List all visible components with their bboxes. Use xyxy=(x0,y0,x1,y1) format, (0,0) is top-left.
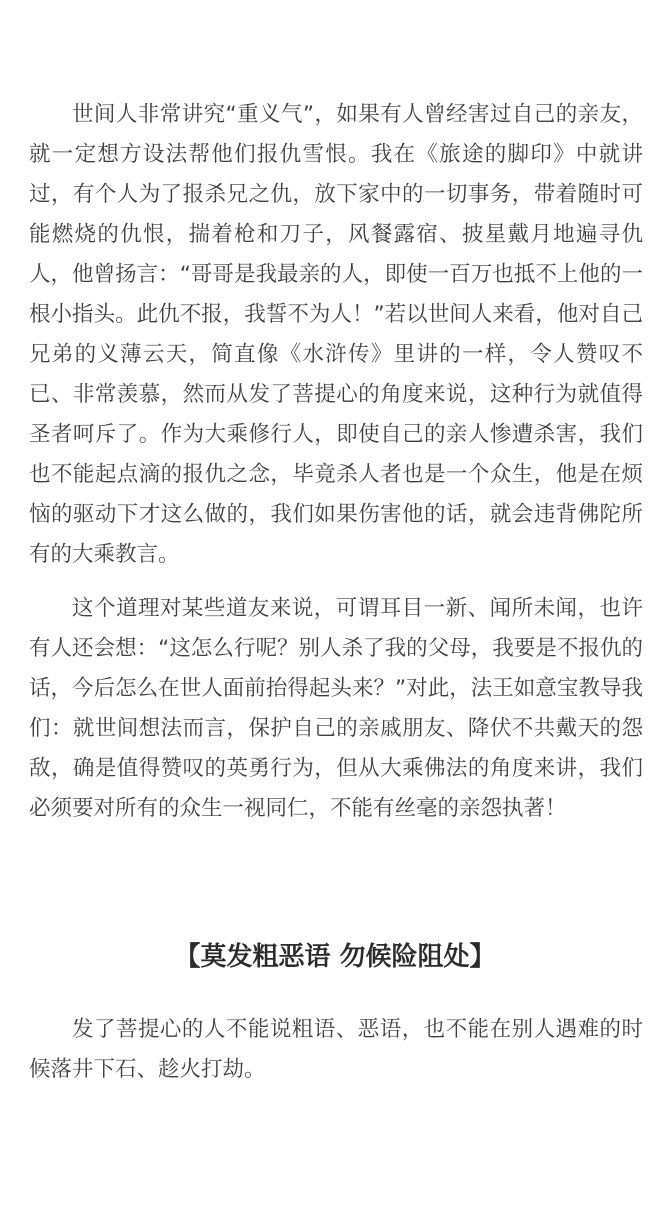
paragraph-equanimity: 这个道理对某些道友来说，可谓耳目一新、闻所未闻，也许有人还会想：“这怎么行呢？别人杀了我的父母，我要是不报仇的话，今后怎么在世人面前抬得起头来？”对此，法王如意宝教导我们：就世间想法而言，保护自己的亲戚朋友、降伏不共戴天的怨敌，确是值得赞叹的英勇行为，但从大乘佛法的角度来讲，我们必须要对所有的众生一视同仁，不能有丝毫的亲怨执著！ xyxy=(29,596,643,821)
article-body xyxy=(29,95,643,843)
section-heading: 【莫发粗恶语 勿候险阻处】 xyxy=(174,942,496,972)
paragraph-harsh-speech: 发了菩提心的人不能说粗语、恶语，也不能在别人遇难的时候落井下石、趁火打劫。 xyxy=(29,1017,643,1082)
section-body xyxy=(29,1010,643,1104)
paragraph-revenge: 世间人非常讲究“重义气”，如果有人曾经害过自己的亲友，就一定想方设法帮他们报仇雪恨。我在《旅途的脚印》中就讲过，有个人为了报杀兄之仇，放下家中的一切事务，带着随时可能燃烧的仇恨，揣着枪和刀子，风餐露宿、披星戴月地遍寻仇人，他曾扬言：“哥哥是我最亲的人，即使一百万也抵不上他的一根小指头。此仇不报，我誓不为人！”若以世间人来看，他对自己兄弟的义薄云天，简直像《水浒传》里讲的一样，令人赞叹不已、非常羡慕，然而从发了菩提心的角度来说，这种行为就值得圣者呵斥了。作为大乘修行人，即使自己的亲人惨遭杀害，我们也不能起点滴的报仇之念，毕竟杀人者也是一个众生，他是在烦恼的驱动下才这么做的，我们如果伤害他的话，就会违背佛陀所有的大乘教言。 xyxy=(29,102,643,567)
